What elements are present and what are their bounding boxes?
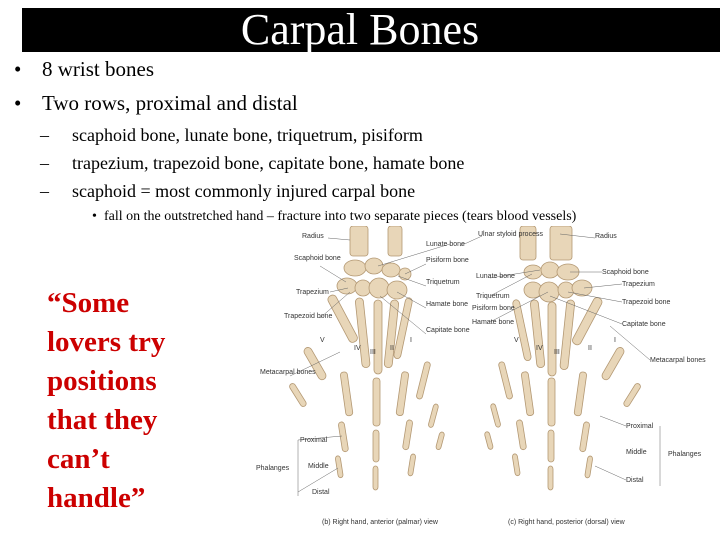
roman-numeral: V bbox=[320, 337, 325, 344]
figure-label: Phalanges bbox=[256, 465, 290, 472]
mnemonic-line: handle” bbox=[47, 482, 146, 514]
figure-label: Capitate bone bbox=[426, 327, 470, 334]
hand-bones-figure bbox=[250, 226, 720, 530]
figure-label: Middle bbox=[626, 449, 647, 456]
slide-title: Carpal Bones bbox=[240, 5, 480, 54]
dash-symbol: – bbox=[40, 181, 49, 201]
figure-label: Proximal bbox=[300, 437, 328, 444]
mnemonic bbox=[47, 284, 247, 518]
mnemonic-line: can’t bbox=[47, 443, 110, 475]
mnemonic-line: that they bbox=[47, 404, 158, 436]
figure-label: Triquetrum bbox=[476, 293, 510, 300]
sub-sub-bullet-text: fall on the outstretched hand – fracture into two separate pieces (tears blood vessels) bbox=[104, 209, 577, 224]
sub-sub-bullet-item bbox=[92, 208, 576, 226]
roman-numeral: II bbox=[390, 345, 394, 352]
figure-label: Metacarpal bones bbox=[650, 357, 706, 364]
figure-label: Radius bbox=[595, 233, 617, 240]
roman-numeral: III bbox=[554, 349, 560, 356]
figure-label: Hamate bone bbox=[472, 319, 515, 326]
roman-numeral: I bbox=[614, 337, 616, 344]
sub-bullet-item bbox=[40, 124, 423, 146]
figure-label: Lunate bone bbox=[476, 273, 515, 280]
figure-label: Middle bbox=[308, 463, 329, 470]
figure-label: Scaphoid bone bbox=[294, 255, 341, 262]
figure-label: Pisiform bone bbox=[426, 257, 469, 264]
sub-bullet-text: scaphoid = most commonly injured carpal bone bbox=[72, 181, 416, 201]
roman-numeral: II bbox=[588, 345, 592, 352]
dash-symbol: – bbox=[40, 153, 49, 173]
figure-label: Distal bbox=[312, 489, 330, 496]
sub-bullet-text: trapezium, trapezoid bone, capitate bone, hamate bone bbox=[72, 153, 465, 173]
figure-label: Phalanges bbox=[668, 451, 702, 458]
figure-label: Scaphoid bone bbox=[602, 269, 649, 276]
sub-bullet-text: scaphoid bone, lunate bone, triquetrum, pisiform bbox=[72, 125, 423, 145]
figure-label: Triquetrum bbox=[426, 279, 460, 286]
roman-numeral: I bbox=[410, 337, 412, 344]
figure-label: Lunate bone bbox=[426, 241, 465, 248]
figure-label: Trapezoid bone bbox=[622, 299, 671, 306]
figure-label: Trapezoid bone bbox=[284, 313, 333, 320]
figure-label: Radius bbox=[302, 233, 324, 240]
dash-symbol: – bbox=[40, 125, 49, 145]
figure-label: Trapezium bbox=[622, 281, 655, 288]
bullet-text: Two rows, proximal and distal bbox=[42, 91, 298, 115]
figure-label: Hamate bone bbox=[426, 301, 469, 308]
bullet-symbol: • bbox=[14, 91, 22, 115]
figure-label: Metacarpal bones bbox=[260, 369, 316, 376]
bullet-item bbox=[14, 90, 298, 116]
figure-label: Distal bbox=[626, 477, 644, 484]
mnemonic-line: positions bbox=[47, 365, 157, 397]
roman-numeral: V bbox=[514, 337, 519, 344]
roman-numeral: IV bbox=[354, 345, 361, 352]
figure-caption: (c) Right hand, posterior (dorsal) view bbox=[508, 519, 625, 526]
figure-caption: (b) Right hand, anterior (palmar) view bbox=[322, 519, 438, 526]
sub-bullet-item bbox=[40, 180, 415, 202]
sub-bullet-item bbox=[40, 152, 464, 174]
bullet-item bbox=[14, 56, 154, 82]
bullet-symbol: • bbox=[92, 209, 97, 224]
bullet-symbol: • bbox=[14, 57, 22, 81]
figure-label: Trapezium bbox=[296, 289, 329, 296]
figure-label: Proximal bbox=[626, 423, 654, 430]
bullet-text: 8 wrist bones bbox=[42, 57, 154, 81]
figure-label: Pisiform bone bbox=[472, 305, 515, 312]
figure-label: Capitate bone bbox=[622, 321, 666, 328]
mnemonic-line: lovers try bbox=[47, 326, 166, 358]
roman-numeral: IV bbox=[536, 345, 543, 352]
figure-label: Ulnar styloid process bbox=[478, 231, 543, 238]
roman-numeral: III bbox=[370, 349, 376, 356]
mnemonic-line: “Some bbox=[47, 287, 130, 319]
